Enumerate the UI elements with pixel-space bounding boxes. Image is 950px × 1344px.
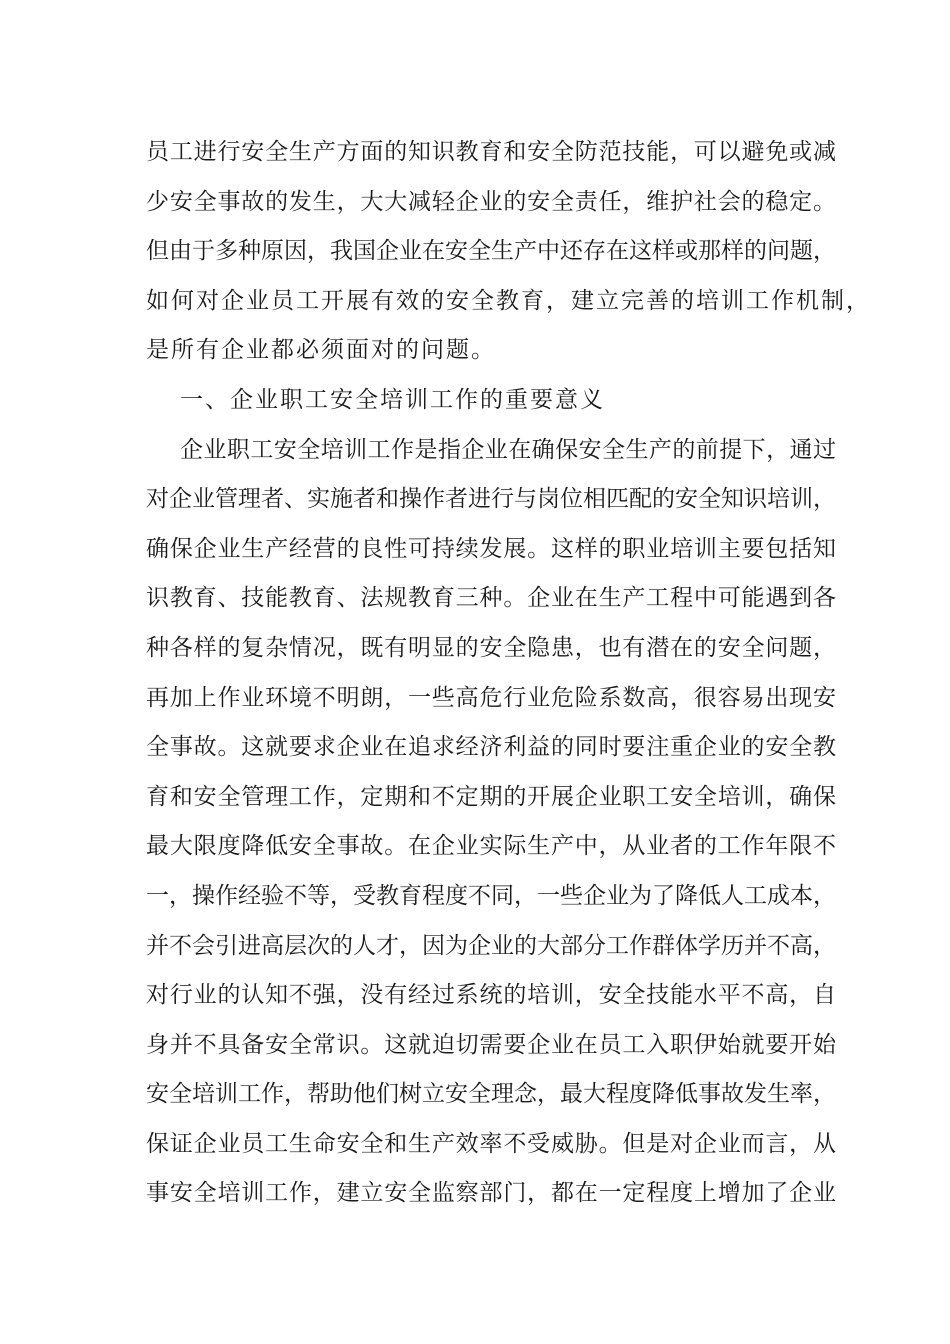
text-line: 全事故。这就要求企业在追求经济利益的同时要注重企业的安全教 <box>146 734 836 761</box>
text-line: 员工进行安全生产方面的知识教育和安全防范技能，可以避免或减 <box>146 139 836 165</box>
text-line: 安全培训工作，帮助他们树立安全理念，最大程度降低事故发生率， <box>146 1081 836 1108</box>
text-line: 对企业管理者、实施者和操作者进行与岗位相匹配的安全知识培训， <box>146 486 836 513</box>
text-line: 少安全事故的发生，大大减轻企业的安全责任，维护社会的稳定。 <box>146 188 836 215</box>
section-heading: 一、企业职工安全培训工作的重要意义 <box>180 386 605 413</box>
text-line: 最大限度降低安全事故。在企业实际生产中，从业者的工作年限不 <box>146 833 836 860</box>
text-line: 如何对企业员工开展有效的安全教育，建立完善的培训工作机制， <box>146 287 871 314</box>
text-line: 但由于多种原因，我国企业在安全生产中还存在这样或那样的问题， <box>146 238 836 265</box>
text-line: 识教育、技能教育、法规教育三种。企业在生产工程中可能遇到各 <box>146 585 836 612</box>
text-line: 是所有企业都必须面对的问题。 <box>146 337 496 364</box>
text-line: 事安全培训工作，建立安全监察部门，都在一定程度上增加了企业 <box>146 1180 836 1207</box>
text-line: 育和安全管理工作，定期和不定期的开展企业职工安全培训，确保 <box>146 783 836 810</box>
text-line: 对行业的认知不强，没有经过系统的培训，安全技能水平不高，自 <box>146 982 836 1009</box>
text-line: 身并不具备安全常识。这就迫切需要企业在员工入职伊始就要开始 <box>146 1031 836 1058</box>
document-body <box>146 128 871 1219</box>
text-line: 确保企业生产经营的良性可持续发展。这样的职业培训主要包括知 <box>146 535 836 562</box>
text-line: 并不会引进高层次的人才，因为企业的大部分工作群体学历并不高， <box>146 932 836 959</box>
text-line: 再加上作业环境不明朗，一些高危行业危险系数高，很容易出现安 <box>146 684 836 711</box>
text-line: 保证企业员工生命安全和生产效率不受威胁。但是对企业而言，从 <box>146 1130 836 1157</box>
text-line: 一，操作经验不等，受教育程度不同，一些企业为了降低人工成本， <box>146 882 836 909</box>
text-line: 企业职工安全培训工作是指企业在确保安全生产的前提下，通过 <box>180 436 836 463</box>
text-line: 种各样的复杂情况，既有明显的安全隐患，也有潜在的安全问题， <box>146 634 836 661</box>
